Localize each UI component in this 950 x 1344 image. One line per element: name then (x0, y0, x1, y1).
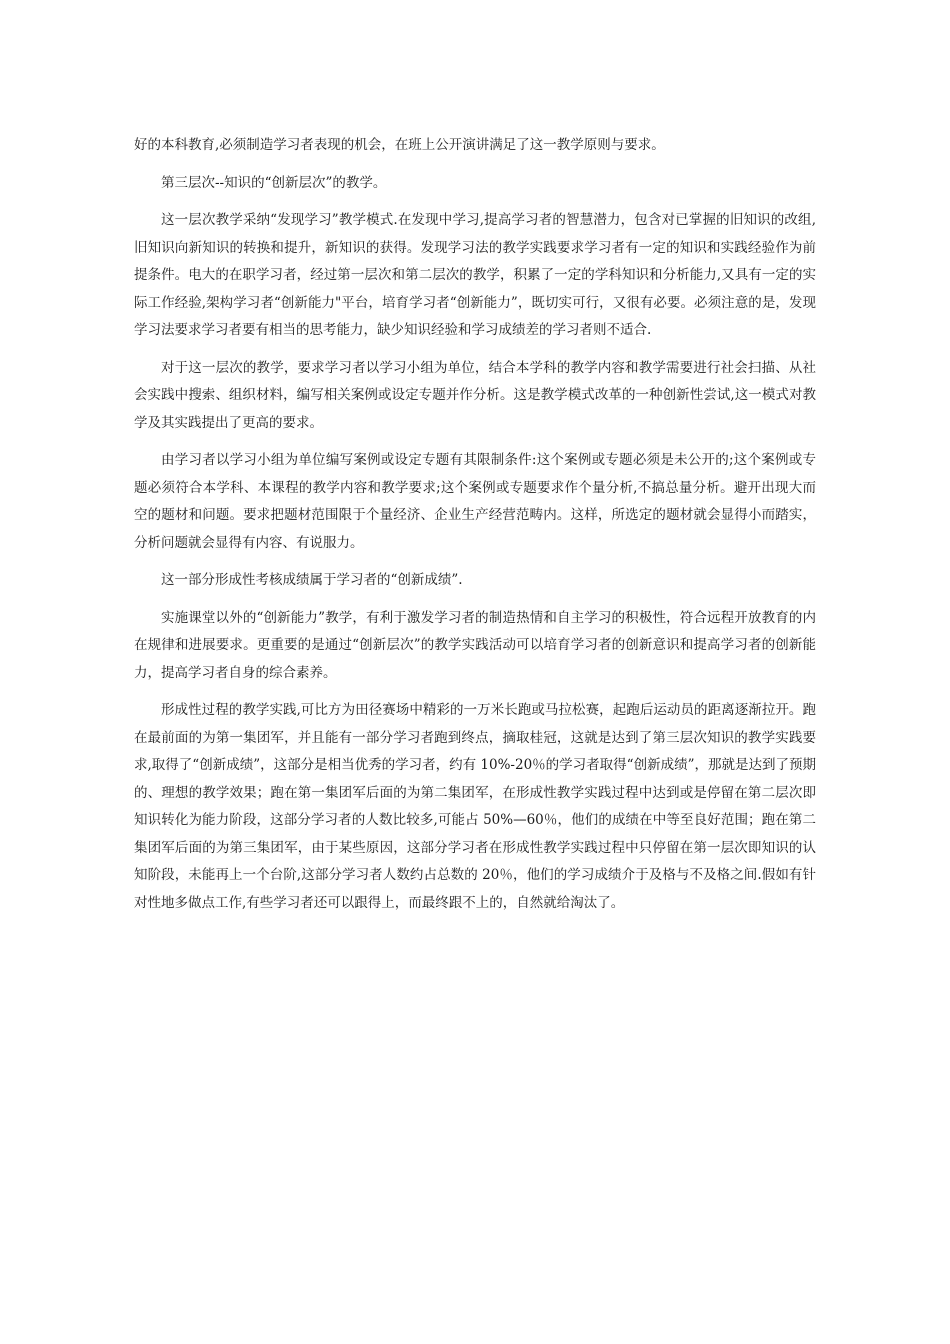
section-heading-third-level: 第三层次--知识的“创新层次”的教学。 (161, 174, 387, 191)
paragraph-discovery-learning: 这一层次教学采纳“发现学习”教学模式.在发现中学习,提高学习者的智慧潜力，包含对已掌握的旧知识的改组,旧知识向新知识的转换和提升，新知识的获得。发现学习法的教学实践要求学习者有一定的知识和实践经验作为前提条件。电大的在职学习者，经过第一层次和第二层次的教学，积累了一定的学科知识和分析能力,又具有一定的实际工作经验,架构学习者“创新能力"平台，培育学习者“创新能力”，既切实可行，又很有必要。必须注意的是，发现学习法要求学习者要有相当的思考能力，缺少知识经验和学习成绩差的学习者则不适合. (134, 212, 816, 338)
paragraph-continuation: 好的本科教育,必须制造学习者表现的机会，在班上公开演讲满足了这一教学原则与要求。 (134, 137, 665, 153)
paragraph-innovation-score: 这一部分形成性考核成绩属于学习者的“创新成绩”. (161, 572, 463, 588)
paragraph-case-constraints: 由学习者以学习小组为单位编写案例或设定专题有其限制条件:这个案例或专题必须是未公开的;这个案例或专题必须符合本学科、本课程的教学内容和教学要求;这个案例或专题要求作个量分析,不搞总量分析。避开出现大而空的题材和问题。要求把题材范围限于个量经济、企业生产经营范畴内。这样，所选定的题材就会显得小而踏实，分析问题就会显得有内容、有说服力。 (134, 452, 816, 551)
paragraph-innovation-benefits: 实施课堂以外的“创新能力”教学，有利于激发学习者的制造热情和自主学习的积极性，符合远程开放教育的内在规律和进展要求。更重要的是通过“创新层次”的教学实践活动可以培育学习者的创新意识和提高学习者的创新能力，提高学习者自身的综合素养。 (134, 609, 816, 681)
paragraph-marathon-analogy: 形成性过程的教学实践,可比方为田径赛场中精彩的一万米长跑或马拉松赛，起跑后运动员的距离逐渐拉开。跑在最前面的为第一集团军，并且能有一部分学习者跑到终点，摘取桂冠，这就是达到了第三层次知识的教学实践要求,取得了“创新成绩”，这部分是相当优秀的学习者，约有 10%-20％的学习者取得“创新成绩”，那就是达到了预期的、理想的教学效果；跑在第一集团军后面的为第二集团军，在形成性教学实践过程中达到或是停留在第二层次即知识转化为能力阶段，这部分学习者的人数比较多,可能占 50%—60％，他们的成绩在中等至良好范围；跑在第二集团军后面的为第三集团军，由于某些原因，这部分学习者在形成性教学实践过程中只停留在第一层次即知识的认知阶段，未能再上一个台阶,这部分学习者人数约占总数的 20％，他们的学习成绩介于及格与不及格之间.假如有针对性地多做点工作,有些学习者还可以跟得上，而最终跟不上的，自然就给淘汰了。 (134, 702, 816, 911)
document-body (134, 132, 816, 927)
paragraph-group-teaching: 对于这一层次的教学，要求学习者以学习小组为单位，结合本学科的教学内容和教学需要进行社会扫描、从社会实践中搜索、组织材料，编写相关案例或设定专题并作分析。这是教学模式改革的一种创新性尝试,这一模式对教学及其实践提出了更高的要求。 (134, 359, 816, 431)
